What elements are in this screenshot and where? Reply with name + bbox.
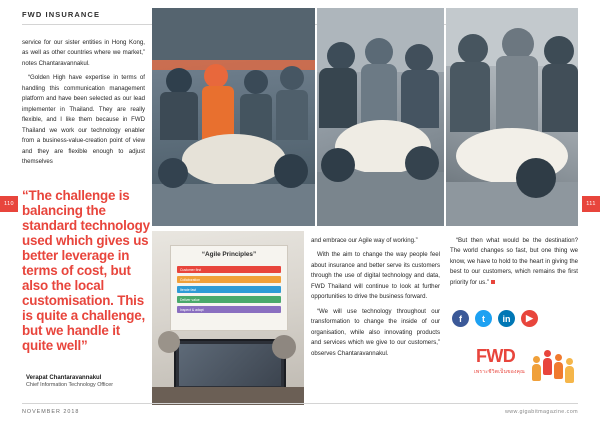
list-item: Inspect & adapt bbox=[177, 306, 281, 313]
social-icon-row bbox=[452, 310, 538, 327]
footer-issue-date: NOVEMBER 2018 bbox=[22, 409, 80, 415]
presentation-monitor bbox=[174, 339, 286, 391]
left-body-column bbox=[22, 38, 145, 172]
youtube-icon[interactable]: ▶ bbox=[521, 310, 538, 327]
agile-card-list bbox=[177, 266, 281, 316]
fwd-tagline: เพราะชีวิตเป็นของคุณ bbox=[474, 369, 525, 375]
pull-quote: “The challenge is balancing the standard technology used which gives us better leverage in terms of cost, but also the local customisation. This is quite a challenge, but we handle it quite well” bbox=[22, 188, 150, 353]
facebook-icon[interactable]: f bbox=[452, 310, 469, 327]
photo-agile-principles-board bbox=[152, 231, 304, 405]
end-mark bbox=[491, 280, 495, 284]
twitter-icon[interactable]: t bbox=[475, 310, 492, 327]
agile-board-title: “Agile Principles” bbox=[201, 251, 257, 258]
photo-writing-notes bbox=[446, 8, 578, 226]
footer-divider bbox=[22, 403, 578, 404]
agile-principles-board bbox=[170, 245, 288, 331]
linkedin-icon[interactable]: in bbox=[498, 310, 515, 327]
page-number-left: 110 bbox=[0, 196, 18, 212]
list-item: Deliver value bbox=[177, 296, 281, 303]
fwd-wordmark: FWD bbox=[476, 346, 516, 366]
fwd-people-icon bbox=[532, 344, 576, 384]
list-item: Iterate fast bbox=[177, 286, 281, 293]
fwd-logo bbox=[470, 342, 578, 394]
paragraph bbox=[450, 236, 578, 288]
middle-body-column bbox=[311, 236, 440, 363]
attribution-name: Verapat Chantaravannakul bbox=[26, 375, 102, 381]
list-item: Customer first bbox=[177, 266, 281, 273]
footer-website: www.gigabitmagazine.com bbox=[504, 409, 578, 415]
paragraph: and embrace our Agile way of working.” bbox=[311, 237, 418, 244]
paragraph: service for our sister entities in Hong Kong, as well as other countries where we market,” notes Chantaravannakul. bbox=[22, 39, 145, 67]
masthead-title: FWD INSURANCE bbox=[22, 10, 101, 19]
attribution-role: Chief Information Technology Officer bbox=[26, 382, 113, 388]
right-body-column bbox=[450, 236, 578, 292]
page-number-right: 111 bbox=[582, 196, 600, 212]
list-item: Collaboration bbox=[177, 276, 281, 283]
paragraph: With the aim to change the way people feel about insurance and better serve its customers through the use of digital technology and data, FWD Thailand will continue to look at further opportunities to drive the business forward. bbox=[311, 251, 440, 301]
photo-team-discussion bbox=[317, 8, 444, 226]
paragraph-text: “But then what would be the destination? The world changes so fast, but one thing we know, we have to hold to the heart in giving the best to our customers, which remains the first priority for us.” bbox=[450, 237, 578, 286]
pull-quote-attribution bbox=[26, 375, 156, 388]
photo-workshop-room bbox=[152, 8, 315, 226]
paragraph: “We will use technology throughout our transformation to change the inside of our organisation, while also innovating products and services which we give to our customers,” observes Chantaravannakul. bbox=[311, 307, 440, 357]
paragraph: “Golden High have expertise in terms of handling this communication management platform and have been selected as our lead implementer in Thailand. They are really flexible, and I like them because in FWD Thailand we work our technology enabler from a business-value-creation point of view and they are flexible enough to adjust themselves bbox=[22, 74, 145, 166]
